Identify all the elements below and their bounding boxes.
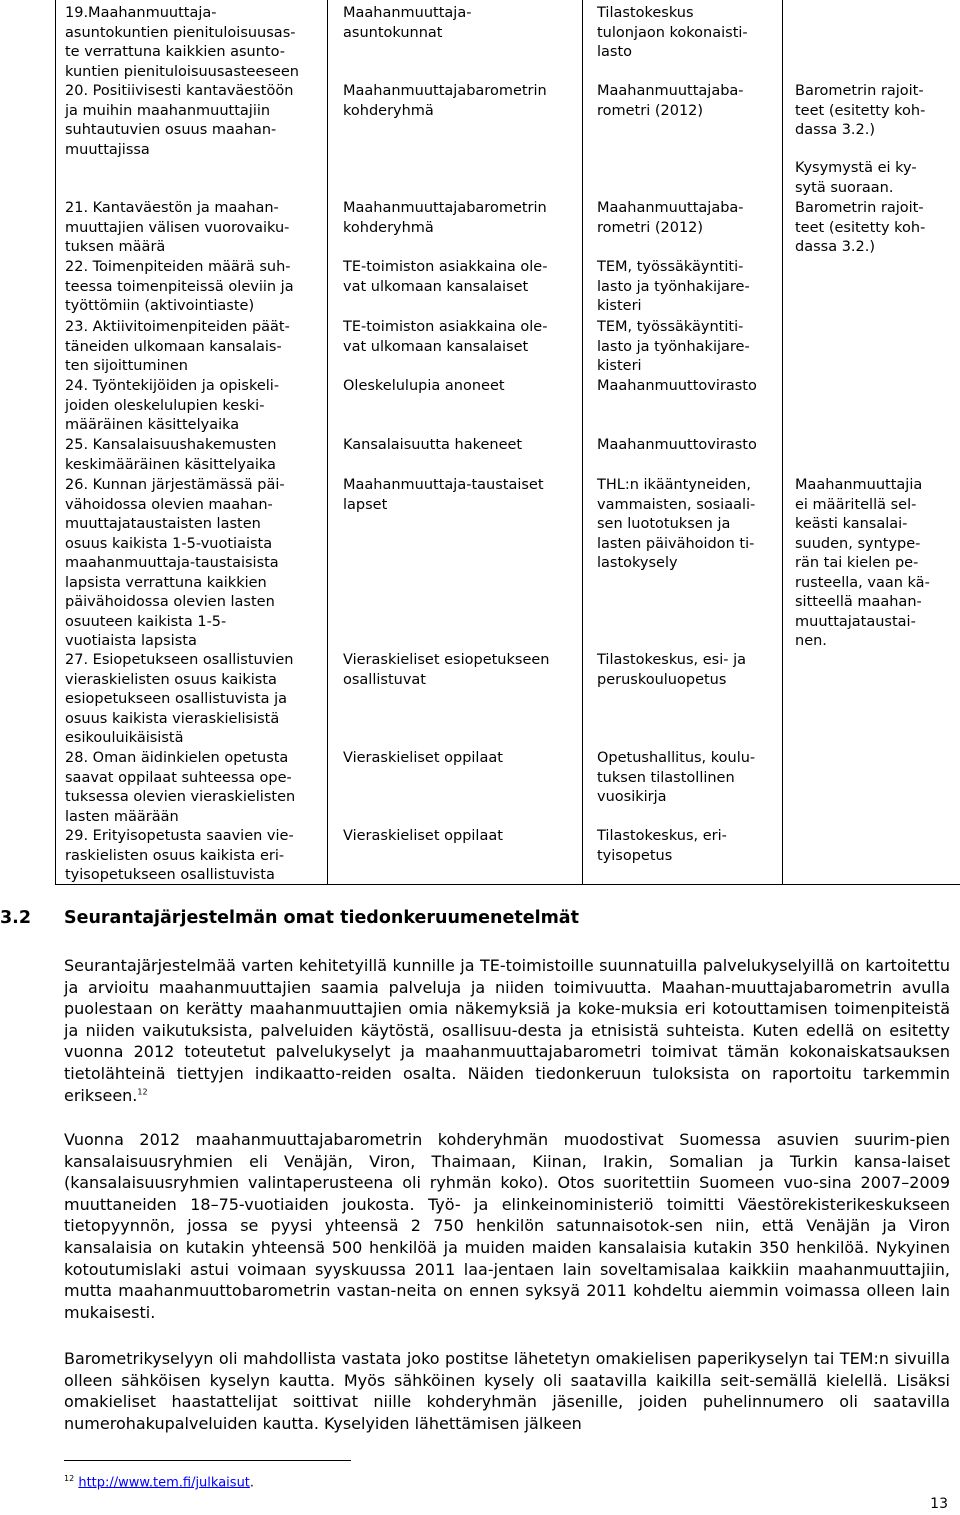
- table-cell: Maahanmuuttaja-taustaiset lapset: [343, 477, 544, 513]
- table-cell: Opetushallitus, koulu- tuksen tilastollinen vuosikirja: [597, 750, 756, 805]
- table-cell: 25. Kansalaisuushakemusten keskimääräinen käsittelyaika: [65, 437, 277, 473]
- footnote-suffix: .: [249, 1475, 255, 1491]
- table-cell: 20. Positiivisesti kantaväestöön ja muihin maahanmuuttajiin suhtautuvien osuus maahan- muuttajissa: [65, 83, 294, 158]
- table-cell: Maahanmuuttajia ei määritellä sel- keästi kansalai- suuden, syntype- rän tai kielen pe- rusteella, vaan kä- sitteellä maahan- muuttajataustai- nen.: [795, 477, 930, 649]
- table-cell: 19.Maahanmuuttaja- asuntokuntien pienituloisuusas- te verrattuna kaikkien asunto- kuntien pienituloisuusasteeseen: [65, 5, 299, 80]
- table-cell: 24. Työntekijöiden ja opiskeli- joiden oleskelulupien keski- määräinen käsittelyaika: [65, 378, 280, 433]
- footnote-number: 12: [64, 1474, 75, 1483]
- table-cell: Maahanmuuttajaba- rometri (2012): [597, 83, 744, 119]
- table-cell: Maahanmuuttovirasto: [597, 437, 757, 453]
- table-cell: 28. Oman äidinkielen opetusta saavat oppilaat suhteessa ope- tuksessa olevien vieraskielisten lasten määrään: [65, 750, 296, 825]
- table-cell: Maahanmuuttajaba- rometri (2012): [597, 200, 744, 236]
- footnote-divider: [64, 1460, 351, 1461]
- footnote-reference[interactable]: 12: [137, 1087, 148, 1097]
- table-cell: Maahanmuuttajabarometrin kohderyhmä: [343, 83, 547, 119]
- paragraph-text: Seurantajärjestelmää varten kehitetyillä kunnille ja TE-toimistoille suunnatuilla palvelukyselyillä on kartoitettu ja arvioitu maahanmuuttajien saamia palveluja ja niiden toimivuutta. Maahan-muuttajabarometrin avulla puolestaan on kerätty maahanmuuttajien omia näkemyksiä ja koke-muksia eri kotouttamisen toimenpiteistä ja niiden vaikutuksista, palveluiden käytöstä, osallisuu-desta ja etnisistä suhteista. Kuten edellä on esitetty vuonna 2012 toteutetut palvelukyselyt ja maahanmuuttajabarometri toimivat tämän kokonaiskatsauksen tietolähteinä tiettyjen indikaatto-reiden osalta. Näiden tiedonkeruun tuloksista on raportoitu tarkemmin erikseen.: [64, 956, 950, 1105]
- table-cell: Maahanmuuttovirasto: [597, 378, 757, 394]
- body-paragraph: [64, 955, 950, 1106]
- section-title: Seurantajärjestelmän omat tiedonkeruumenetelmät: [64, 908, 579, 928]
- table-cell: Maahanmuuttajabarometrin kohderyhmä: [343, 200, 547, 236]
- table-cell: Kansalaisuutta hakeneet: [343, 437, 523, 453]
- footnote-link[interactable]: http://www.tem.fi/julkaisut: [78, 1475, 250, 1491]
- table-cell: Tilastokeskus tulonjaon kokonaisti- lasto: [597, 5, 748, 60]
- table-cell: 26. Kunnan järjestämässä päi- vähoidossa olevien maahan- muuttajataustaisten lasten osuus kaikista 1-5-vuotiaista maahanmuuttaja-taustaisista lapsista verrattuna kaikkien päivähoidossa olevien lasten osuuteen kaikista 1-5- vuotiaista lapsista: [65, 477, 285, 649]
- table-cell: Vieraskieliset oppilaat: [343, 750, 503, 766]
- table-cell: 23. Aktiivitoimenpiteiden päät- täneiden ulkomaan kansalais- ten sijoittuminen: [65, 319, 290, 374]
- table-cell: 21. Kantaväestön ja maahan- muuttajien välisen vuorovaiku- tuksen määrä: [65, 200, 290, 255]
- footnote: [64, 1474, 254, 1490]
- table-cell: Vieraskieliset oppilaat: [343, 828, 503, 844]
- table-cell: TEM, työssäkäyntiti- lasto ja työnhakijare- kisteri: [597, 319, 750, 374]
- page-number: 13: [930, 1496, 948, 1512]
- table-cell: TE-toimiston asiakkaina ole- vat ulkomaan kansalaiset: [343, 259, 548, 295]
- table-cell: TEM, työssäkäyntiti- lasto ja työnhakijare- kisteri: [597, 259, 750, 314]
- table-cell: TE-toimiston asiakkaina ole- vat ulkomaan kansalaiset: [343, 319, 548, 355]
- table-column-divider: [327, 0, 328, 884]
- table-cell: Tilastokeskus, esi- ja peruskouluopetus: [597, 652, 746, 688]
- body-paragraph: Barometrikyselyyn oli mahdollista vastata joko postitse lähetetyn omakielisen paperikyselyn tai TEM:n sivuilla olleen sähköisen kyselyn kautta. Myös sähköinen kysely oli saatavilla kaikilla seit-semällä kielellä. Lisäksi omakieliset haastattelijat soittivat niille kohderyhmän jäsenille, joiden puhelinnumero oli saatavilla numerohakupalveluiden kautta. Kyselyiden lähettämisen jälkeen: [64, 1349, 950, 1433]
- table-cell: 22. Toimenpiteiden määrä suh- teessa toimenpiteissä oleviin ja työttömiin (aktivointiaste): [65, 259, 294, 314]
- table-cell: Tilastokeskus, eri- tyisopetus: [597, 828, 727, 864]
- table-cell: THL:n ikääntyneiden, vammaisten, sosiaali- sen luototuksen ja lasten päivähoidon ti- lastokysely: [597, 477, 756, 571]
- body-paragraph: Vuonna 2012 maahanmuuttajabarometrin kohderyhmän muodostivat Suomessa asuvien suurim-pien kansalaisuusryhmien eli Venäjän, Viron, Thaimaan, Kiinan, Irakin, Somalian ja Turkin kansa-laiset (kansalaisuusryhmien valintaperusteena oli ryhmän koko). Otos suoritettiin Suomeen vuo-sina 2007–2009 muuttaneiden 18–75-vuotiaiden joukosta. Työ- ja elinkeinoministeriö toimitti Väestörekisterikeskukseen tietopyynnön, jossa se pyysi yhteensä 2 750 henkilön satunnaisotok-sen niin, että Venäjän ja Viron kansalaisia on kutakin yhteensä 500 henkilöä ja muiden maiden kansalaisia kutakin 350 henkilöä. Nykyinen kotoutumislaki astui voimaan syyskuussa 2011 laa-jentaen lain soveltamisalaa kaikkiin maahanmuuttajiin, mutta maahanmuuttobarometrin vastan-neita on ennen syksyä 2011 kohdeltu aiemmin voimassa olleen lain mukaisesti.: [64, 1130, 950, 1322]
- table-cell: 27. Esiopetukseen osallistuvien vieraskielisten osuus kaikista esiopetukseen osallistuvista ja osuus kaikista vieraskielisistä esikouluikäisistä: [65, 652, 294, 746]
- table-cell: Vieraskieliset esiopetukseen osallistuvat: [343, 652, 550, 688]
- table-cell: Kysymystä ei ky- sytä suoraan.: [795, 160, 917, 196]
- section-number: 3.2: [0, 908, 32, 928]
- table-cell: Oleskelulupia anoneet: [343, 378, 505, 394]
- table-cell: Maahanmuuttaja- asuntokunnat: [343, 5, 472, 41]
- table-cell: Barometrin rajoit- teet (esitetty koh- dassa 3.2.): [795, 83, 926, 138]
- table-cell: Barometrin rajoit- teet (esitetty koh- dassa 3.2.): [795, 200, 926, 255]
- table-cell: 29. Erityisopetusta saavien vie- raskielisten osuus kaikista eri- tyisopetukseen osallistuvista: [65, 828, 294, 883]
- section-heading: [0, 908, 960, 938]
